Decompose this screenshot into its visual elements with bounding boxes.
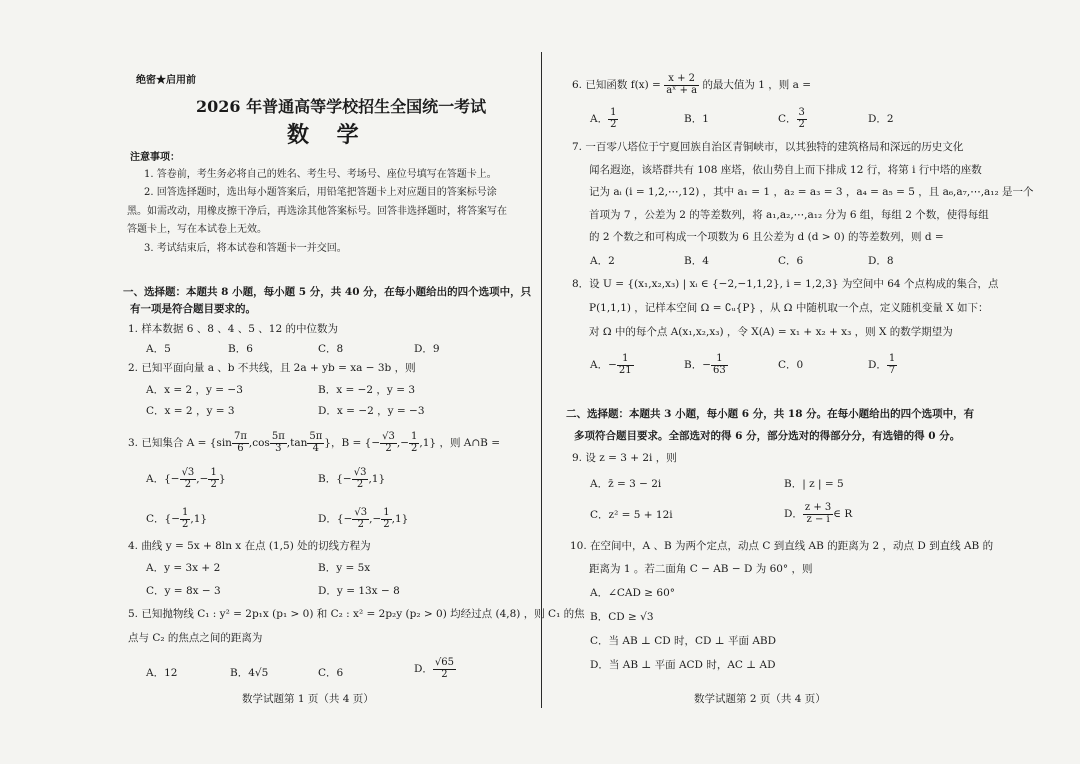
notice-heading: 注意事项： [130, 152, 180, 163]
question-10-option-d: D．当 AB ⊥ 平面 ACD 时，AC ⊥ AD [590, 659, 776, 671]
section-2-heading-cont: 多项符合题目要求。全部选对的得 6 分，部分选对的得部分分，有选错的得 0 分。 [574, 430, 961, 442]
question-5-option-c: C．6 [318, 667, 344, 679]
question-10-stem: 10. 在空间中，A 、B 为两个定点，动点 C 到直线 AB 的距离为 2 ，动点 D 到直线 AB 的 [570, 540, 994, 552]
question-1-option-d: D．9 [414, 343, 440, 355]
notice-line: 黑。如需改动，用橡皮擦干净后，再选涂其他答案标号。回答非选择题时，将答案写在 [127, 206, 507, 217]
question-10-option-c: C．当 AB ⊥ CD 时，CD ⊥ 平面 ABD [590, 635, 777, 647]
question-2-option-b: B．x = −2 ，y = 3 [318, 384, 416, 396]
notice-line: 2. 回答选择题时，选出每小题答案后，用铅笔把答题卡上对应题目的答案标号涂 [144, 187, 497, 198]
question-9-stem: 9. 设 z = 3 + 2i ，则 [572, 452, 677, 464]
question-6-stem: 6. 已知函数 f(x) = $\frac{x + 2}{\text{aˣ + a}}$ 的最大值为 1 ，则 a = [572, 73, 812, 96]
question-3-option-b: B．{− $\frac{√3}{2}$ ,1} [318, 467, 386, 490]
question-10-option-a: A．∠CAD ≥ 60° [590, 587, 675, 599]
question-2-option-a: A．x = 2 ，y = −3 [146, 384, 243, 396]
question-9-option-b: B．| z | = 5 [784, 478, 844, 490]
question-7-option-d: D．8 [868, 255, 894, 267]
exam-title: 2026 年普通高等学校招生全国统一考试 [196, 97, 487, 116]
question-4-option-a: A．y = 3x + 2 [146, 562, 221, 574]
question-7-stem-cont: 首项为 7 ，公差为 2 的等差数列，将 a₁,a₂,⋯,a₁₂ 分为 6 组，每组 2 个数，使得每组 [589, 209, 989, 221]
question-8-stem-cont: 对 Ω 中的每个点 A(x₁,x₂,x₃) ，令 X(A) = x₁ + x₂ + x₃ ，则 X 的数学期望为 [589, 326, 953, 338]
notice-line: 3. 考试结束后，将本试卷和答题卡一并交回。 [144, 243, 347, 254]
question-5-stem: 5. 已知抛物线 C₁ : y² = 2p₁x (p₁ > 0) 和 C₂ : x² = 2p₂y (p₂ > 0) 均经过点 (4,8) ，则 C₁ 的焦 [128, 608, 585, 620]
question-7-stem-cont: 闻名遐迩，该塔群共有 108 座塔，依山势自上而下排成 12 行，将第 i 行中塔的座数 [589, 164, 982, 176]
question-7-option-b: B．4 [684, 255, 709, 267]
question-9-option-c: C．z² = 5 + 12i [590, 509, 673, 521]
question-1-option-b: B．6 [228, 343, 253, 355]
notice-line: 1. 答卷前，考生务必将自己的姓名、考生号、考场号、座位号填写在答题卡上。 [144, 169, 497, 180]
question-8-option-d: D． $\frac{1}{7}$ [868, 353, 896, 376]
question-1-option-a: A．5 [146, 343, 171, 355]
question-5-stem-cont: 点与 C₂ 的焦点之间的距离为 [128, 632, 263, 644]
question-6-option-a: A． $\frac{1}{2}$ [590, 107, 617, 130]
question-5-option-a: A．12 [146, 667, 178, 679]
question-3-option-a: A．{− $\frac{√3}{2}$ ,− $\frac{1}{2}$ } [146, 467, 226, 490]
section-1-heading-cont: 有一项是符合题目要求的。 [130, 303, 256, 315]
question-6-option-c: C． $\frac{3}{2}$ [778, 107, 805, 130]
question-1-option-c: C．8 [318, 343, 344, 355]
question-6-option-b: B．1 [684, 113, 709, 125]
question-2-stem: 2. 已知平面向量 a 、b 不共线，且 2a + yb = xa − 3b ，则 [128, 362, 416, 374]
notice-line: 答题卡上，写在本试卷上无效。 [127, 224, 267, 235]
question-3-stem: 3. 已知集合 A = {sin $\frac{7\pi}{6}$ ,cos $\frac{5\pi}{3}$ ,tan $\frac{5\pi}{4}$ }，B = {− $\frac{√3}{2}$ ,− $\frac{1}{2}$ ,1} ，则 A∩B = [128, 431, 501, 454]
question-8-stem-cont: P(1,1,1) ，记样本空间 Ω = ∁ᵤ{P} ，从 Ω 中随机取一个点，定义随机变量 X 如下： [589, 302, 989, 314]
question-7-stem-cont: 的 2 个数之和可构成一个项数为 6 且公差为 d (d > 0) 的等差数列，则 d = [589, 231, 944, 243]
section-2-heading: 二、选择题：本题共 3 小题，每小题 6 分，共 18 分。在每小题给出的四个选项中，有 [566, 408, 975, 420]
question-6-option-d: D．2 [868, 113, 894, 125]
subject-title: 数 学 [287, 122, 369, 148]
page-1-footer: 数学试题第 1 页（共 4 页） [242, 693, 374, 705]
question-4-option-c: C．y = 8x − 3 [146, 585, 221, 597]
question-8-option-b: B．− $\frac{1}{63}$ [684, 353, 726, 376]
question-10-stem-cont: 距离为 1 。若二面角 C − AB − D 为 60° ，则 [589, 563, 813, 575]
question-7-option-c: C．6 [778, 255, 804, 267]
question-7-stem-cont: 记为 aᵢ (i = 1,2,⋯,12) ，其中 a₁ = 1 ，a₂ = a₃ = 3 ，a₄ = a₅ = 5 ，且 a₆,a₇,⋯,a₁₂ 是一个 [589, 186, 1034, 198]
question-4-option-d: D．y = 13x − 8 [318, 585, 400, 597]
question-3-option-d: D．{− $\frac{√3}{2}$ ,− $\frac{1}{2}$ ,1} [318, 507, 409, 530]
question-5-option-d: D． $\frac{√65}{2}$ [414, 657, 455, 680]
question-7-option-a: A．2 [590, 255, 615, 267]
question-5-option-b: B．4√5 [230, 667, 269, 679]
question-8-stem: 8．设 U = {(x₁,x₂,x₃) | xᵢ ∈ {−2,−1,1,2}, i = 1,2,3} 为空间中 64 个点构成的集合，点 [572, 278, 999, 290]
question-8-option-a: A．− $\frac{1}{21}$ [590, 353, 632, 376]
question-9-option-d: D． $\frac{z + 3}{z - i}$ ∈ R [784, 502, 853, 525]
question-2-option-d: D．x = −2 ，y = −3 [318, 405, 425, 417]
section-1-heading: 一、选择题：本题共 8 小题，每小题 5 分，共 40 分，在每小题给出的四个选项中，只 [123, 286, 532, 298]
question-1-stem: 1. 样本数据 6 、8 、4 、5 、12 的中位数为 [128, 323, 338, 335]
question-10-option-b: B．CD ≥ √3 [590, 611, 654, 623]
question-4-stem: 4. 曲线 y = 5x + 8ln x 在点 (1,5) 处的切线方程为 [128, 540, 371, 552]
question-3-option-c: C．{− $\frac{1}{2}$ ,1} [146, 507, 208, 530]
question-4-option-b: B．y = 5x [318, 562, 371, 574]
question-7-stem: 7. 一百零八塔位于宁夏回族自治区青铜峡市，以其独特的建筑格局和深远的历史文化 [572, 141, 964, 153]
question-9-option-a: A．z̄ = 3 − 2i [590, 478, 662, 490]
question-2-option-c: C．x = 2 ，y = 3 [146, 405, 235, 417]
question-8-option-c: C．0 [778, 359, 804, 371]
page-2-footer: 数学试题第 2 页（共 4 页） [694, 693, 826, 705]
secret-label: 绝密★启用前 [136, 75, 196, 86]
